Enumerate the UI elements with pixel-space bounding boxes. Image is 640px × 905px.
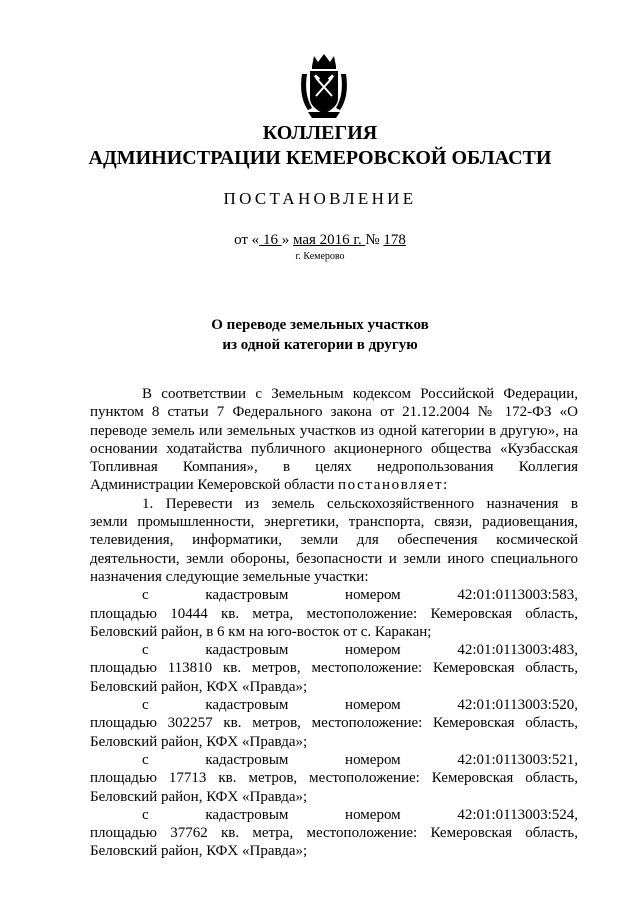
parcel-item: [90, 641, 578, 696]
body-line: 1. Перевести из земель сельскохозяйственного назначения в: [142, 495, 578, 512]
parcel-line1: с кадастровым номером 42:01:0113003:583,: [142, 587, 579, 604]
parcel-line1: с кадастровым номером 42:01:0113003:483,: [142, 642, 579, 659]
parcel-line3: Беловский район, в 6 км на юго-восток от с. Каракан;: [90, 623, 432, 640]
parcel-line1: с кадастровым номером 42:01:0113003:521,: [142, 751, 579, 768]
parcel-line2: площадью 17713 кв. метров, местоположение: Кемеровская область,: [90, 770, 578, 787]
parcel-line1: с кадастровым номером 42:01:0113003:520,: [142, 697, 579, 714]
org-title-line2: АДМИНИСТРАЦИИ КЕМЕРОВСКОЙ ОБЛАСТИ: [88, 147, 552, 169]
document-body: [90, 385, 578, 861]
org-title-line1: КОЛЛЕГИЯ: [262, 122, 378, 144]
city-label: г. Кемерово: [295, 251, 345, 262]
parcel-line2: площадью 113810 кв. метров, местоположение: Кемеровская область,: [90, 660, 578, 677]
body-line: земли промышленности, энергетики, транспорта, связи, радиовещания,: [90, 514, 578, 531]
parcel-line3: Беловский район, КФХ «Правда»;: [90, 678, 308, 695]
parcel-line1: с кадастровым номером 42:01:0113003:524,: [142, 806, 579, 823]
parcel-line2: площадью 302257 кв. метров, местоположение: Кемеровская область,: [90, 715, 578, 732]
parcel-line3: Беловский район, КФХ «Правда»;: [90, 788, 308, 805]
body-line: телевидения, информатики, земли для обеспечения космической: [90, 532, 578, 549]
date-month-year: мая 2016 г.: [292, 232, 366, 248]
parcel-line3: Беловский район, КФХ «Правда»;: [90, 733, 308, 750]
parcel-item: [90, 696, 578, 751]
body-line: назначения следующие земельные участки:: [90, 568, 369, 585]
body-line: деятельности, земли обороны, безопасности и земли иного специального: [90, 550, 578, 567]
doc-type-title: ПОСТАНОВЛЕНИЕ: [223, 189, 417, 208]
resolves-word: постановляет:: [338, 477, 449, 494]
date-day: 16: [259, 232, 282, 248]
body-line: пунктом 8 статьи 7 Федерального закона от 21.12.2004 № 172-ФЗ «О: [90, 404, 578, 421]
parcel-line3: Беловский район, КФХ «Правда»;: [90, 843, 308, 860]
dateline: от « 16 » мая 2016 г. № 178: [234, 232, 406, 248]
body-line: Топливная Компания», в целях недропользования Коллегия: [90, 459, 578, 476]
body-line: основании ходатайства публичного акционерного общества «Кузбасская: [90, 440, 578, 457]
body-line: Администрации Кемеровской области постановляет:: [90, 477, 449, 494]
parcel-item: [90, 806, 578, 861]
body-line: В соответствии с Земельным кодексом Российской Федерации,: [142, 386, 578, 402]
subject-line1: О переводе земельных участков: [211, 317, 429, 333]
subject-line2: из одной категории в другую: [222, 337, 418, 353]
parcel-line2: площадью 37762 кв. метра, местоположение: Кемеровская область,: [90, 825, 578, 842]
parcel-item: [90, 586, 578, 641]
kemerovo-coat-of-arms-icon: [298, 52, 350, 122]
doc-number: 178: [383, 232, 406, 248]
parcel-line2: площадью 10444 кв. метра, местоположение: Кемеровская область,: [90, 605, 578, 622]
parcel-item: [90, 751, 578, 806]
body-line: переводе земель или земельных участков из одной категории в другую», на: [90, 422, 578, 439]
